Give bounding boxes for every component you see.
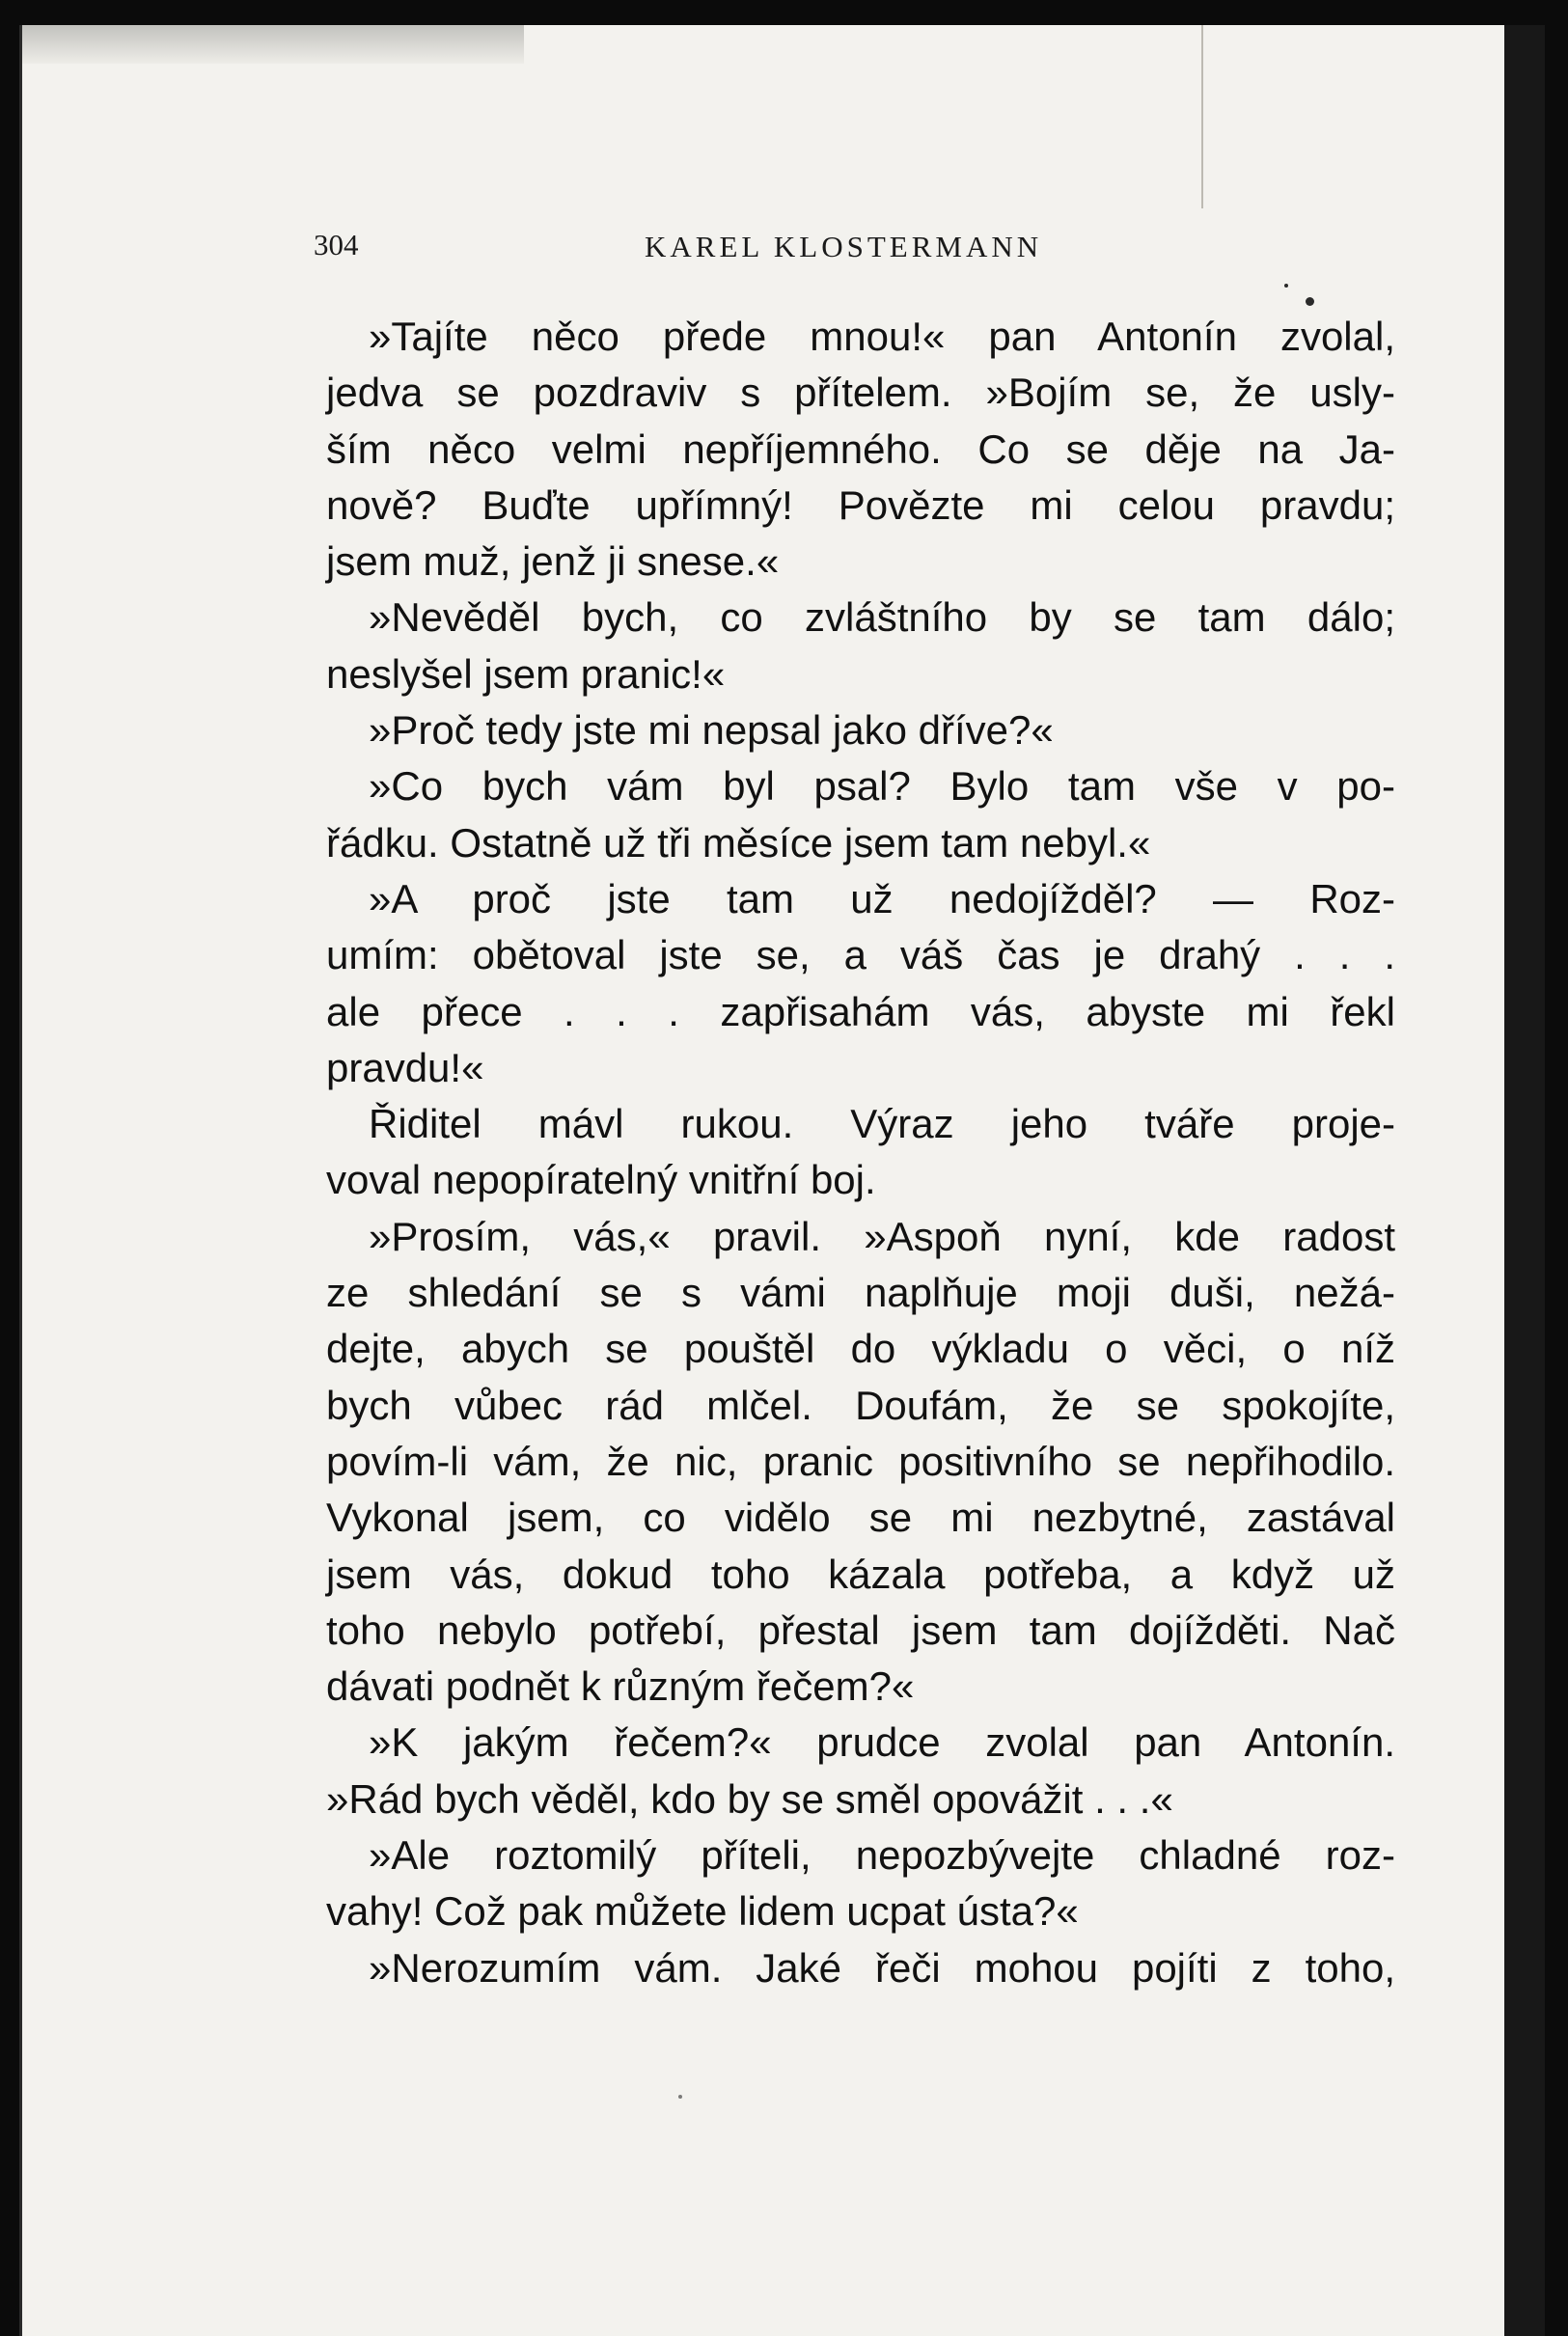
page-header [314, 224, 1423, 272]
text-line: řádku. Ostatně už tři měsíce jsem tam nebyl.« [326, 819, 1151, 866]
text-line: dejte, abych se pouštěl do výkladu o věci, o níž [326, 1326, 1395, 1372]
text-line: umím: obětoval jste se, a váš čas je drahý . . . [326, 932, 1395, 978]
text-line: »Tajíte něco přede mnou!« pan Antonín zvolal, [369, 314, 1395, 359]
text-line: »Ale roztomilý příteli, nepozbývejte chladné roz- [369, 1832, 1395, 1879]
text-line: Vykonal jsem, co vidělo se mi nezbytné, zastával [326, 1495, 1395, 1541]
text-line: ale přece . . . zapřisahám vás, abyste mi řekl [326, 988, 1395, 1034]
text-line: povím-li vám, že nic, pranic positivního se nepřihodilo. [326, 1438, 1395, 1484]
ink-speck [1306, 297, 1314, 306]
body-text [326, 309, 1395, 1996]
page-edge-shadow [1504, 25, 1545, 2336]
text-line: »K jakým řečem?« prudce zvolal pan Antonín. [369, 1719, 1395, 1766]
paper-crease [1201, 25, 1203, 208]
text-line: ším něco velmi nepříjemného. Co se děje na Ja- [326, 426, 1395, 472]
text-line: pravdu!« [326, 1044, 484, 1090]
text-line: »Rád bych věděl, kdo by se směl opovážit . . .« [326, 1775, 1173, 1822]
running-head: KAREL KLOSTERMANN [645, 230, 1043, 263]
text-line: bych vůbec rád mlčel. Doufám, že se spokojíte, [326, 1382, 1395, 1428]
text-line: jsem muž, jenž ji snese.« [326, 538, 780, 585]
ink-speck [1284, 284, 1288, 288]
text-line: nově? Buďte upřímný! Povězte mi celou pravdu; [326, 481, 1395, 528]
scan-shadow-top [22, 25, 524, 64]
text-line: »Co bych vám byl psal? Bylo tam vše v po- [369, 763, 1395, 810]
text-line: »Nevěděl bych, co zvláštního by se tam dálo; [369, 594, 1395, 641]
text-line: »Nerozumím vám. Jaké řeči mohou pojíti z toho, [369, 1944, 1395, 1991]
text-line: ze shledání se s vámi naplňuje moji duši, nežá- [326, 1270, 1395, 1316]
text-line: jsem vás, dokud toho kázala potřeba, a když už [326, 1551, 1395, 1597]
text-line: »Proč tedy jste mi nepsal jako dříve?« [369, 707, 1054, 754]
text-line: toho nebylo potřebí, přestal jsem tam dojížděti. Nač [326, 1607, 1395, 1653]
text-line: vahy! Což pak můžete lidem ucpat ústa?« [326, 1888, 1079, 1935]
text-line: »A proč jste tam už nedojížděl? — Roz- [369, 875, 1395, 921]
page-number: 304 [314, 228, 359, 261]
text-line: voval nepopíratelný vnitřní boj. [326, 1157, 876, 1203]
text-line: dávati podnět k různým řečem?« [326, 1663, 915, 1710]
text-line: »Prosím, vás,« pravil. »Aspoň nyní, kde radost [369, 1213, 1395, 1259]
text-line: Řiditel mávl rukou. Výraz jeho tváře proje- [369, 1101, 1395, 1147]
text-line: jedva se pozdraviv s přítelem. »Bojím se, že usly- [326, 370, 1395, 416]
ink-speck [678, 2095, 682, 2099]
text-line: neslyšel jsem pranic!« [326, 650, 726, 697]
